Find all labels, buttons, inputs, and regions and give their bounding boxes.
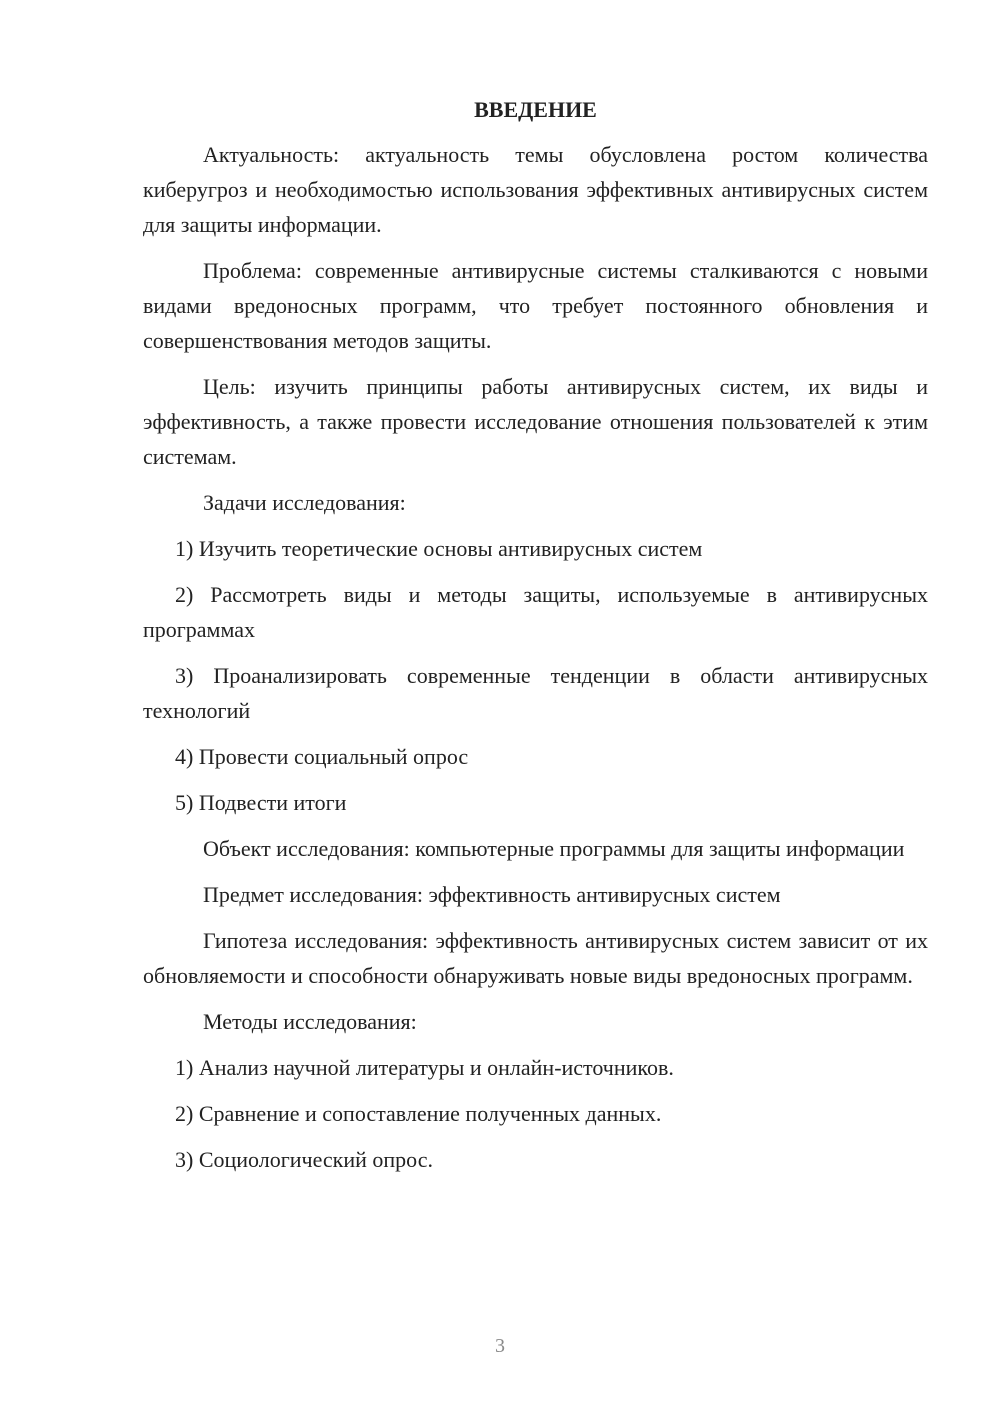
paragraph-object: Объект исследования: компьютерные программы для защиты информации	[203, 836, 905, 861]
paragraph-problem: Проблема: современные антивирусные системы сталкиваются с новыми видами вредоносных программ, что требует постоянного обновления и совершенствования методов защиты.	[143, 258, 928, 353]
method-item: 1) Анализ научной литературы и онлайн-источников.	[175, 1055, 674, 1080]
task-item: 1) Изучить теоретические основы антивирусных систем	[175, 536, 703, 561]
paragraph-goal: Цель: изучить принципы работы антивирусных систем, их виды и эффективность, а также провести исследование отношения пользователей к этим системам.	[143, 374, 928, 469]
paragraph-hypothesis: Гипотеза исследования: эффективность антивирусных систем зависит от их обновляемости и способности обнаруживать новые виды вредоносных программ.	[143, 928, 928, 988]
task-item: 3) Проанализировать современные тенденции в области антивирусных технологий	[143, 663, 928, 723]
document-body	[143, 92, 928, 1188]
method-item: 3) Социологический опрос.	[175, 1147, 433, 1172]
tasks-heading: Задачи исследования:	[203, 490, 406, 515]
task-item: 2) Рассмотреть виды и методы защиты, используемые в антивирусных программах	[143, 582, 928, 642]
task-item: 5) Подвести итоги	[175, 790, 347, 815]
methods-heading: Методы исследования:	[203, 1009, 417, 1034]
method-item: 2) Сравнение и сопоставление полученных данных.	[175, 1101, 662, 1126]
paragraph-subject: Предмет исследования: эффективность антивирусных систем	[203, 882, 781, 907]
task-item: 4) Провести социальный опрос	[175, 744, 469, 769]
page-number: 3	[495, 1335, 505, 1357]
paragraph-relevance: Актуальность: актуальность темы обусловлена ростом количества киберугроз и необходимостью использования эффективных антивирусных систем для защиты информации.	[143, 142, 928, 237]
section-title: ВВЕДЕНИЕ	[474, 97, 597, 122]
